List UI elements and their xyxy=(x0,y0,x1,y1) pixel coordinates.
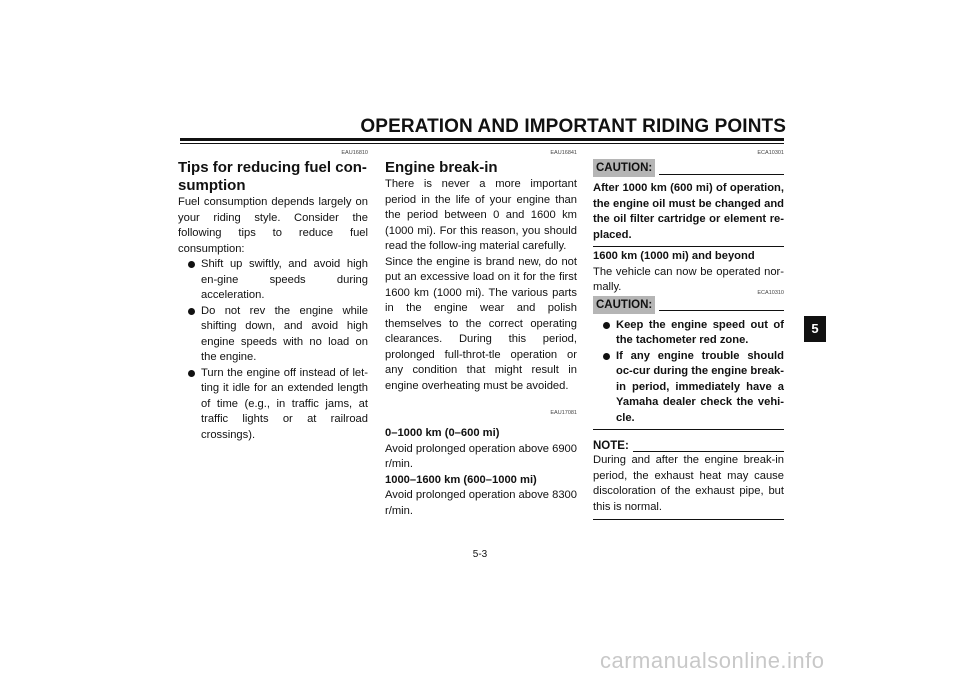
rule xyxy=(659,310,784,311)
caution-text: After 1000 km (600 mi) of operation, the engine oil must be changed and the oil filter cartridge or element re-placed. xyxy=(593,182,784,241)
chapter-tab: 5 xyxy=(804,316,826,342)
list-item xyxy=(188,366,368,444)
section-code: ECA10301 xyxy=(757,150,784,156)
caution-heading xyxy=(593,296,784,314)
paragraph: There is never a more important period in the life of your engine than the period between 0 and 1600 km (1000 mi). For this reason, you should read the follow-ing material carefully. xyxy=(385,178,577,252)
caution-label: CAUTION: xyxy=(593,159,655,177)
rule xyxy=(593,246,784,247)
list-item xyxy=(603,349,784,427)
subheading: 1600 km (1000 mi) and beyond xyxy=(593,250,755,262)
section-title-line1: Tips for reducing fuel con- xyxy=(178,159,367,176)
section-title: Engine break-in xyxy=(385,159,498,176)
list-item xyxy=(188,304,368,366)
section-title xyxy=(178,159,368,195)
subheading: 1000–1600 km (600–1000 mi) xyxy=(385,473,537,486)
section-title-line2: sumption xyxy=(178,177,246,194)
column-fuel-tips xyxy=(178,150,368,443)
page-header-title: OPERATION AND IMPORTANT RIDING POINTS xyxy=(360,116,786,137)
intro-paragraph: Fuel consumption depends largely on your riding style. Consider the following tips to reduce fuel consumption: xyxy=(178,196,368,255)
header-rule-thin xyxy=(180,143,784,144)
bullet-icon xyxy=(603,349,616,427)
watermark: carmanualsonline.info xyxy=(600,648,825,673)
tips-list xyxy=(178,257,368,443)
list-item-text: If any engine trouble should oc-cur during the engine break-in period, immediately have a Yamaha dealer check the vehi-cle. xyxy=(616,349,784,424)
column-cautions xyxy=(593,150,784,520)
paragraph: Avoid prolonged operation above 6900 r/min. xyxy=(385,442,578,470)
rule xyxy=(593,429,784,430)
section-code: ECA10310 xyxy=(757,289,784,296)
note-label: NOTE: xyxy=(593,440,629,452)
subheading: 0–1000 km (0–600 mi) xyxy=(385,427,500,439)
bullet-icon xyxy=(188,304,201,366)
caution-list xyxy=(593,318,784,427)
page-number: 5-3 xyxy=(472,549,488,560)
section-code: EAU17081 xyxy=(550,410,577,416)
bullet-icon xyxy=(188,257,201,304)
list-item-text: Keep the engine speed out of the tachometer red zone. xyxy=(616,318,784,346)
rule xyxy=(633,451,784,452)
paragraph: Avoid prolonged operation above 8300 r/min. xyxy=(385,489,578,517)
column-engine-break-in xyxy=(385,150,577,519)
bullet-icon xyxy=(603,318,616,349)
note-text: During and after the engine break-in period, the exhaust heat may cause discoloration of the exhaust pipe, but this is normal. xyxy=(593,454,784,513)
caution-label: CAUTION: xyxy=(593,296,655,314)
section-code: EAU16841 xyxy=(550,150,577,156)
paragraph: Since the engine is brand new, do not put an excessive load on it for the first 1600 km (1000 mi). The various parts in the engine wear and polish themselves to the correct operating clearances. During this period, prolonged full-throt-tle operation or any condition that might result in engine overheating must be avoided. xyxy=(385,255,577,392)
paragraph: The vehicle can now be operated nor-mally. xyxy=(593,265,784,293)
rule xyxy=(593,519,784,520)
rule xyxy=(659,174,784,175)
list-item-text: Turn the engine off instead of let-ting it idle for an extended length of time (e.g., in traffic jams, at traffic lights or at railroad crossings). xyxy=(201,366,368,441)
list-item xyxy=(188,257,368,304)
section-code: EAU16810 xyxy=(341,150,368,156)
list-item xyxy=(603,318,784,349)
header-rule-thick xyxy=(180,138,784,141)
list-item-text: Shift up swiftly, and avoid high en-gine speeds during acceleration. xyxy=(201,258,368,301)
list-item-text: Do not rev the engine while shifting down, and avoid high engine speeds with no load on the engine. xyxy=(201,304,368,363)
note-heading xyxy=(593,440,784,452)
caution-heading xyxy=(593,159,784,177)
bullet-icon xyxy=(188,366,201,444)
